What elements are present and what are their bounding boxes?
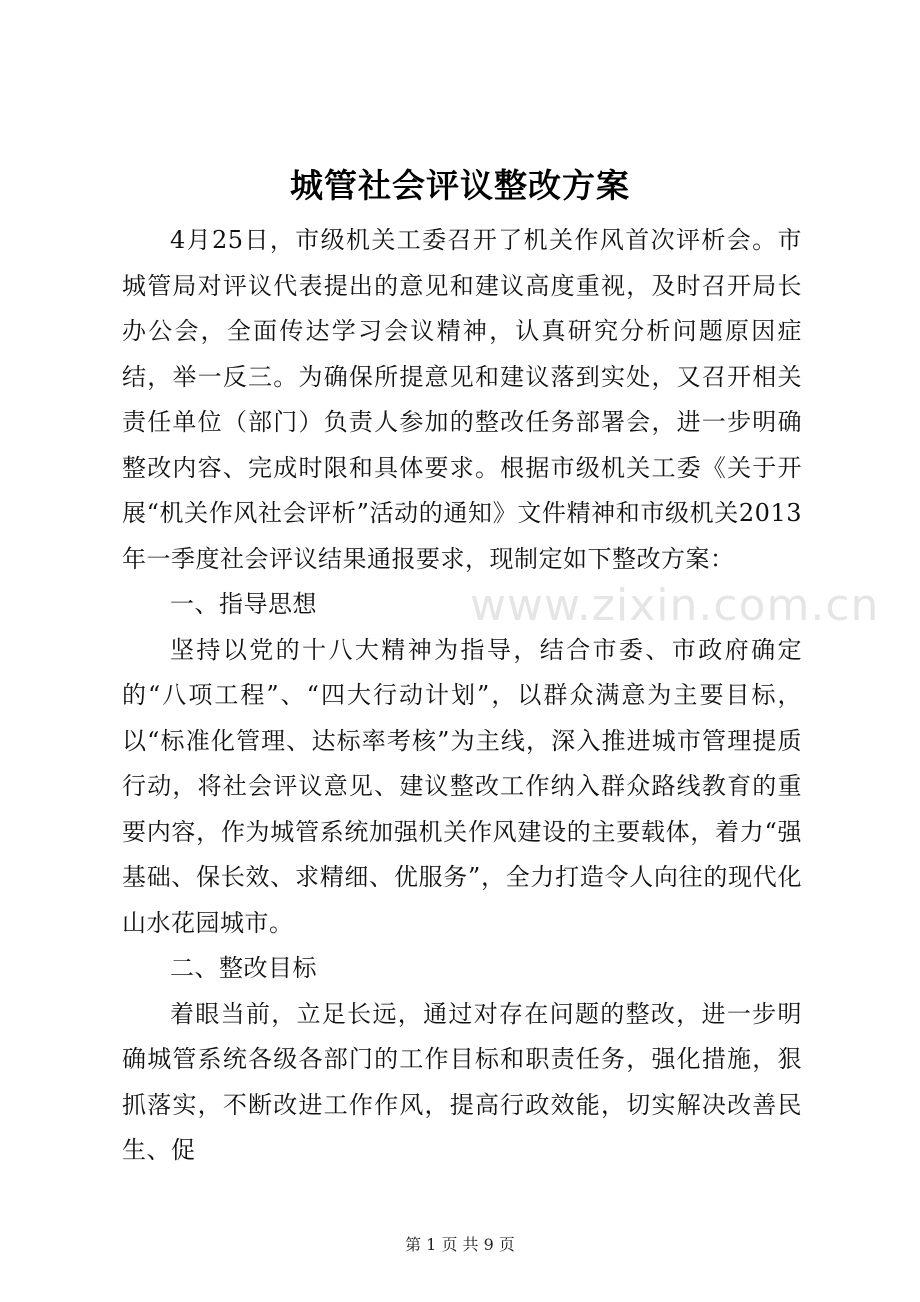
page-footer: 第 1 页 共 9 页 xyxy=(405,1235,515,1254)
paragraph-intro: 4月25日，市级机关工委召开了机关作风首次评析会。市城管局对评议代表提出的意见和建议高度重视，及时召开局长办公会，全面传达学习会议精神，认真研究分析问题原因症结，举一反三。为确保所提意见和建议落到实处，又召开相关责任单位（部门）负责人参加的整改任务部署会，进一步明确整改内容、完成时限和具体要求。根据市级机关工委《关于开展“机关作风社会评析”活动的通知》文件精神和市级机关2013年一季度社会评议结果通报要求，现制定如下整改方案： xyxy=(122,226,802,573)
document-title: 城管社会评议整改方案 xyxy=(290,166,630,205)
section-heading-guiding-ideology: 一、指导思想 xyxy=(170,590,317,618)
watermark: www.zixin.com.cn xyxy=(470,580,880,631)
paragraph-guiding-ideology: 坚持以党的十八大精神为指导，结合市委、市政府确定的“八项工程”、“四大行动计划”，以群众满意为主要目标，以“标准化管理、达标率考核”为主线，深入推进城市管理提质行动，将社会评议意见、建议整改工作纳入群众路线教育的重要内容，作为城管系统加强机关作风建设的主要载体，着力“强基础、保长效、求精细、优服务”，全力打造令人向往的现代化山水花园城市。 xyxy=(122,635,802,937)
document-body xyxy=(122,218,802,1174)
section-heading-rectification-goals: 二、整改目标 xyxy=(170,954,317,982)
paragraph-rectification-goals: 着眼当前，立足长远，通过对存在问题的整改，进一步明确城管系统各级各部门的工作目标和职责任务，强化措施，狠抓落实，不断改进工作作风，提高行政效能，切实解决改善民生、促 xyxy=(122,999,802,1164)
